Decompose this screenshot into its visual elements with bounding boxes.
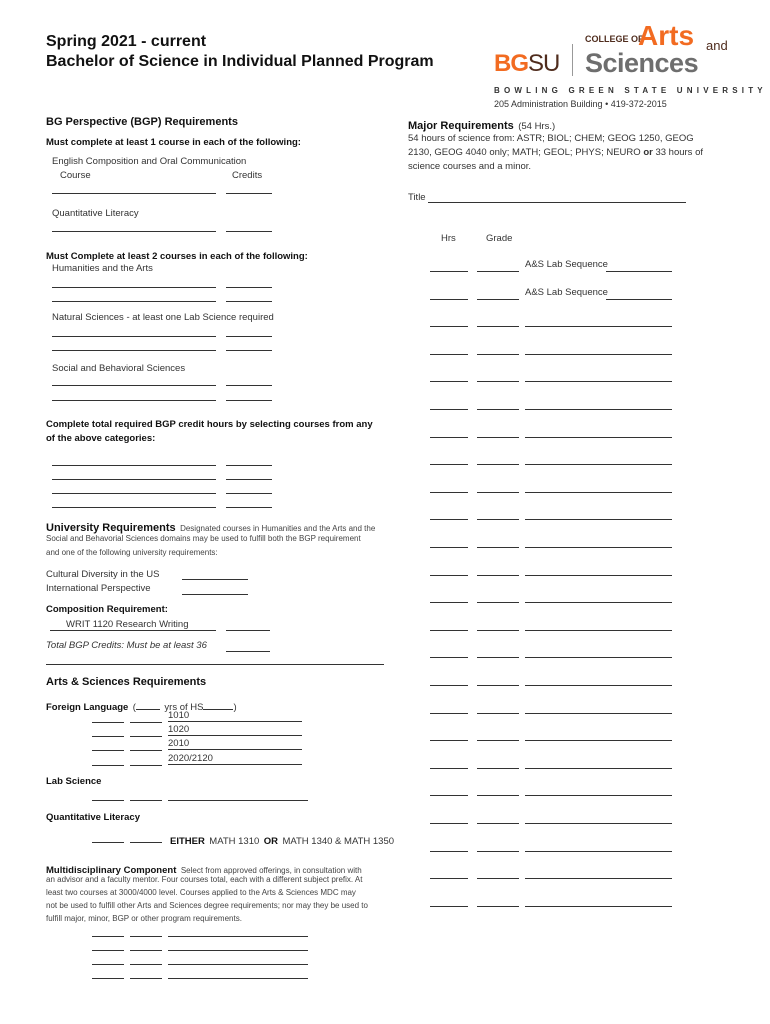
university-desc1: Designated courses in Humanities and the Arts and the xyxy=(180,524,376,533)
as-quant-hrs[interactable] xyxy=(92,842,124,843)
english-course-field[interactable] xyxy=(52,193,216,194)
composition-requirement: Composition Requirement: xyxy=(46,604,168,615)
bgp-two-courses: Must Complete at least 2 courses in each of the following: xyxy=(46,251,308,262)
major-hrs-18[interactable] xyxy=(430,740,468,741)
social-course-field-2[interactable] xyxy=(52,400,216,401)
major-grade-21[interactable] xyxy=(477,823,519,824)
logo-bg: BG xyxy=(494,50,528,77)
major-hrs-20[interactable] xyxy=(430,795,468,796)
major-course-15[interactable] xyxy=(525,657,672,658)
mdc-hrs-3[interactable] xyxy=(92,964,124,965)
mdc-hrs-4[interactable] xyxy=(92,978,124,979)
as-heading: Arts & Sciences Requirements xyxy=(46,676,207,688)
paren-close: ) xyxy=(233,702,237,713)
total-bgp-field[interactable] xyxy=(226,651,270,652)
major-description xyxy=(408,132,714,174)
major-course-20[interactable] xyxy=(525,795,672,796)
major-desc-or: or xyxy=(643,147,653,158)
major-hrs-5[interactable] xyxy=(430,381,468,382)
major-grade-20[interactable] xyxy=(477,795,519,796)
extra-course-field-1[interactable] xyxy=(52,465,216,466)
yrs-hs-field[interactable] xyxy=(136,709,160,710)
page-title-line1: Spring 2021 - current xyxy=(46,33,207,50)
major-grade-5[interactable] xyxy=(477,381,519,382)
logo-college-of: COLLEGE OF xyxy=(585,34,644,44)
lab-sequence-field-2[interactable] xyxy=(606,299,672,300)
major-course-11[interactable] xyxy=(525,547,672,548)
logo-arts: Arts xyxy=(638,20,695,51)
major-hrs-17[interactable] xyxy=(430,713,468,714)
cultural-field[interactable] xyxy=(182,579,248,580)
major-grade-24[interactable] xyxy=(477,906,519,907)
major-grade-7[interactable] xyxy=(477,437,519,438)
lang-1020-hrs[interactable] xyxy=(92,736,124,737)
english-credits-field[interactable] xyxy=(226,193,272,194)
math-1310: MATH 1310 xyxy=(209,836,260,847)
lab-science-hrs[interactable] xyxy=(92,800,124,801)
bgp-course-label: Course xyxy=(60,170,91,181)
humanities-credits-field-2[interactable] xyxy=(226,301,272,302)
major-hrs-7[interactable] xyxy=(430,437,468,438)
major-hrs-13[interactable] xyxy=(430,602,468,603)
major-grade-1[interactable] xyxy=(477,271,519,272)
major-grade-9[interactable] xyxy=(477,492,519,493)
major-course-4[interactable] xyxy=(525,354,672,355)
major-grade-11[interactable] xyxy=(477,547,519,548)
major-course-16[interactable] xyxy=(525,685,672,686)
mdc-hrs-2[interactable] xyxy=(92,950,124,951)
natural-credits-field-1[interactable] xyxy=(226,336,272,337)
bgp-english: English Composition and Oral Communication xyxy=(52,156,247,167)
writ-credits-field[interactable] xyxy=(226,630,270,631)
major-hrs-note: (54 Hrs.) xyxy=(518,121,556,132)
major-course-23[interactable] xyxy=(525,878,672,879)
mdc-heading: Multidisciplinary Component xyxy=(46,865,177,876)
cultural-diversity: Cultural Diversity in the US xyxy=(46,569,160,580)
natural-course-field-2[interactable] xyxy=(52,350,216,351)
major-course-19[interactable] xyxy=(525,768,672,769)
major-grade-13[interactable] xyxy=(477,602,519,603)
major-hrs-23[interactable] xyxy=(430,878,468,879)
logo-su: SU xyxy=(528,50,560,77)
lab-science-label: Lab Science xyxy=(46,776,102,787)
university-desc2: Social and Behavorial Sciences domains may be used to fulfill both the BGP requirement xyxy=(46,534,361,543)
major-course-14[interactable] xyxy=(525,630,672,631)
major-course-22[interactable] xyxy=(525,851,672,852)
major-grade-6[interactable] xyxy=(477,409,519,410)
logo-and: and xyxy=(706,38,728,53)
humanities-course-field-2[interactable] xyxy=(52,301,216,302)
quant-course-field[interactable] xyxy=(52,231,216,232)
as-quant-grade[interactable] xyxy=(130,842,162,843)
mdc-course-1[interactable] xyxy=(168,936,308,937)
major-course-13[interactable] xyxy=(525,602,672,603)
major-heading: Major Requirements xyxy=(408,120,514,132)
lab-sequence-label-1: A&S Lab Sequence xyxy=(525,259,608,270)
extra-course-field-4[interactable] xyxy=(52,507,216,508)
major-grade-10[interactable] xyxy=(477,519,519,520)
logo-university: BOWLING GREEN STATE UNIVERSITY xyxy=(494,86,767,95)
foreign-language-label: Foreign Language xyxy=(46,702,129,713)
mdc-course-4[interactable] xyxy=(168,978,308,979)
major-hrs-15[interactable] xyxy=(430,657,468,658)
major-course-5[interactable] xyxy=(525,381,672,382)
lab-sequence-label-2: A&S Lab Sequence xyxy=(525,287,608,298)
mdc-desc2: an advisor and a faculty mentor. Four courses total, each with a different subject prefix. At xyxy=(46,875,363,884)
major-course-24[interactable] xyxy=(525,906,672,907)
major-hrs-21[interactable] xyxy=(430,823,468,824)
international-field[interactable] xyxy=(182,594,248,595)
major-grade-8[interactable] xyxy=(477,464,519,465)
major-hrs-14[interactable] xyxy=(430,630,468,631)
international-perspective: International Perspective xyxy=(46,583,151,594)
lang-1020: 1020 xyxy=(168,724,302,736)
major-hrs-4[interactable] xyxy=(430,354,468,355)
bgp-social: Social and Behavioral Sciences xyxy=(52,363,186,374)
title-label: Title xyxy=(408,192,426,203)
social-credits-field-2[interactable] xyxy=(226,400,272,401)
lang-2010: 2010 xyxy=(168,738,302,750)
extra-course-field-3[interactable] xyxy=(52,493,216,494)
extra-credits-field-3[interactable] xyxy=(226,493,272,494)
major-grade-22[interactable] xyxy=(477,851,519,852)
mdc-grade-3[interactable] xyxy=(130,964,162,965)
lang-1010: 1010 xyxy=(168,710,302,722)
extra-credits-field-2[interactable] xyxy=(226,479,272,480)
or-label: OR xyxy=(263,836,278,847)
major-course-10[interactable] xyxy=(525,519,672,520)
major-hrs-9[interactable] xyxy=(430,492,468,493)
major-course-21[interactable] xyxy=(525,823,672,824)
major-course-6[interactable] xyxy=(525,409,672,410)
major-hrs-11[interactable] xyxy=(430,547,468,548)
major-grade-2[interactable] xyxy=(477,299,519,300)
extra-credits-field-4[interactable] xyxy=(226,507,272,508)
natural-credits-field-2[interactable] xyxy=(226,350,272,351)
humanities-course-field-1[interactable] xyxy=(52,287,216,288)
major-course-9[interactable] xyxy=(525,492,672,493)
major-course-17[interactable] xyxy=(525,713,672,714)
bgp-total-line2: of the above categories: xyxy=(46,433,156,444)
mdc-grade-2[interactable] xyxy=(130,950,162,951)
logo-sciences: Sciences xyxy=(585,48,699,78)
hrs-label: Hrs xyxy=(441,233,456,244)
lang-2010-grade[interactable] xyxy=(130,750,162,751)
major-grade-16[interactable] xyxy=(477,685,519,686)
major-hrs-8[interactable] xyxy=(430,464,468,465)
major-course-12[interactable] xyxy=(525,575,672,576)
title-field[interactable] xyxy=(428,202,686,203)
mdc-grade-1[interactable] xyxy=(130,936,162,937)
major-grade-4[interactable] xyxy=(477,354,519,355)
lang-2020: 2020/2120 xyxy=(168,753,302,765)
lang-1010-grade[interactable] xyxy=(130,722,162,723)
logo-divider xyxy=(572,44,573,76)
bgp-credits-label: Credits xyxy=(232,170,263,181)
university-heading: University Requirements xyxy=(46,522,176,534)
quant-credits-field[interactable] xyxy=(226,231,272,232)
mdc-desc5: fulfill major, minor, BGP or other program requirements. xyxy=(46,914,242,923)
bgp-heading: BG Perspective (BGP) Requirements xyxy=(46,116,238,128)
bgp-natural: Natural Sciences - at least one Lab Science required xyxy=(52,312,274,323)
math-1340-1350: MATH 1340 & MATH 1350 xyxy=(282,836,395,847)
major-grade-14[interactable] xyxy=(477,630,519,631)
total-bgp-credits: Total BGP Credits: Must be at least 36 xyxy=(46,640,207,651)
lang-2010-hrs[interactable] xyxy=(92,750,124,751)
page-title-line2: Bachelor of Science in Individual Planned Program xyxy=(46,53,434,70)
major-hrs-19[interactable] xyxy=(430,768,468,769)
lang-2020-grade[interactable] xyxy=(130,765,162,766)
lang-2020-hrs[interactable] xyxy=(92,765,124,766)
mdc-desc1: Select from approved offerings, in consultation with xyxy=(180,866,362,875)
major-hrs-22[interactable] xyxy=(430,851,468,852)
natural-course-field-1[interactable] xyxy=(52,336,216,337)
major-hrs-2[interactable] xyxy=(430,299,468,300)
lang-1010-hrs[interactable] xyxy=(92,722,124,723)
major-course-7[interactable] xyxy=(525,437,672,438)
as-quant-label: Quantitative Literacy xyxy=(46,812,140,823)
major-hrs-16[interactable] xyxy=(430,685,468,686)
writ-1120: WRIT 1120 Research Writing xyxy=(50,619,216,631)
major-course-18[interactable] xyxy=(525,740,672,741)
major-hrs-3[interactable] xyxy=(430,326,468,327)
lang-1020-grade[interactable] xyxy=(130,736,162,737)
lab-science-course[interactable] xyxy=(168,800,308,801)
section-divider xyxy=(46,664,384,665)
mdc-grade-4[interactable] xyxy=(130,978,162,979)
major-grade-3[interactable] xyxy=(477,326,519,327)
social-credits-field-1[interactable] xyxy=(226,385,272,386)
major-grade-19[interactable] xyxy=(477,768,519,769)
quant-options xyxy=(170,831,394,849)
major-desc-pre: 54 hours of science from: ASTR; BIOL; CHEM; GEOG 1250, GEOG 2130, GEOG 4040 only; MATH; GEOL; PHYS; NEURO xyxy=(408,133,694,158)
lab-science-grade[interactable] xyxy=(130,800,162,801)
major-hrs-12[interactable] xyxy=(430,575,468,576)
mdc-course-2[interactable] xyxy=(168,950,308,951)
mdc-desc4: not be used to fulfill other Arts and Sciences degree requirements; nor may they be used to xyxy=(46,901,368,910)
major-grade-12[interactable] xyxy=(477,575,519,576)
university-desc3: and one of the following university requirements: xyxy=(46,548,218,557)
major-grade-15[interactable] xyxy=(477,657,519,658)
major-grade-23[interactable] xyxy=(477,878,519,879)
either-label: EITHER xyxy=(170,836,205,847)
mdc-course-3[interactable] xyxy=(168,964,308,965)
mdc-hrs-1[interactable] xyxy=(92,936,124,937)
bgp-one-course: Must complete at least 1 course in each of the following: xyxy=(46,137,301,148)
major-hrs-6[interactable] xyxy=(430,409,468,410)
paren-open: ( xyxy=(132,702,136,713)
lab-sequence-field-1[interactable] xyxy=(606,271,672,272)
major-course-8[interactable] xyxy=(525,464,672,465)
bgp-total-line1: Complete total required BGP credit hours by selecting courses from any xyxy=(46,419,373,430)
extra-credits-field-1[interactable] xyxy=(226,465,272,466)
major-grade-17[interactable] xyxy=(477,713,519,714)
yrs-hs-label: yrs of HS xyxy=(164,702,204,713)
major-course-3[interactable] xyxy=(525,326,672,327)
major-grade-18[interactable] xyxy=(477,740,519,741)
mdc-desc3: least two courses at 3000/4000 level. Courses applied to the Arts & Sciences MDC may xyxy=(46,888,356,897)
humanities-credits-field-1[interactable] xyxy=(226,287,272,288)
major-desc-post: 33 hours of science courses and a minor. xyxy=(408,147,703,172)
bgp-humanities: Humanities and the Arts xyxy=(52,263,153,274)
grade-label: Grade xyxy=(486,233,513,244)
major-hrs-1[interactable] xyxy=(430,271,468,272)
major-hrs-10[interactable] xyxy=(430,519,468,520)
bgp-quant: Quantitative Literacy xyxy=(52,208,139,219)
major-hrs-24[interactable] xyxy=(430,906,468,907)
social-course-field-1[interactable] xyxy=(52,385,216,386)
extra-course-field-2[interactable] xyxy=(52,479,216,480)
address: 205 Administration Building • 419-372-2015 xyxy=(494,99,667,109)
